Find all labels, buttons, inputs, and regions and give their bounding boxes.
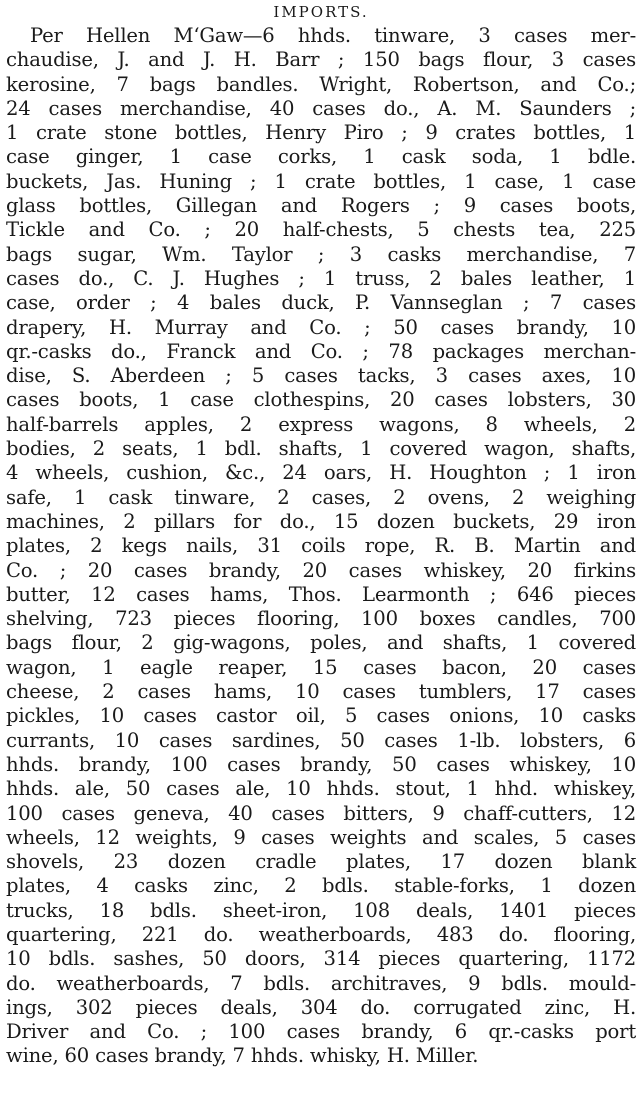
text-line: Per Hellen M‘Gaw—6 hhds. tinware, 3 cases mer- (30, 24, 636, 47)
text-line: plates, 2 kegs nails, 31 coils rope, R. B. Martin and (6, 534, 636, 558)
text-line: trucks, 18 bdls. sheet-iron, 108 deals, 1401 pieces (6, 898, 636, 922)
text-line: cheese, 2 cases hams, 10 cases tumblers, 17 cases (6, 680, 636, 704)
text-line: cases boots, 1 case clothespins, 20 cases lobsters, 30 (6, 388, 636, 412)
text-line: kerosine, 7 bags bandles. Wright, Robertson, and Co.; (6, 72, 636, 96)
text-line: chaudise, J. and J. H. Barr ; 150 bags flour, 3 cases (6, 48, 636, 72)
text-line: currants, 10 cases sardines, 50 cases 1-lb. lobsters, 6 (6, 728, 636, 752)
text-line: 4 wheels, cushion, &c., 24 oars, H. Houghton ; 1 iron (6, 461, 636, 485)
text-line: qr.-casks do., Franck and Co. ; 78 packages merchan- (6, 339, 636, 363)
text-line: plates, 4 casks zinc, 2 bdls. stable-forks, 1 dozen (6, 874, 636, 898)
text-line: bags flour, 2 gig-wagons, poles, and shafts, 1 covered (6, 631, 636, 655)
text-line: machines, 2 pillars for do., 15 dozen buckets, 29 iron (6, 509, 636, 533)
text-line: case ginger, 1 case corks, 1 cask soda, 1 bdle. (6, 145, 636, 169)
text-line: half-barrels apples, 2 express wagons, 8 wheels, 2 (6, 412, 636, 436)
text-line: Tickle and Co. ; 20 half-chests, 5 chests tea, 225 (6, 218, 636, 242)
text-line: butter, 12 cases hams, Thos. Learmonth ; 646 pieces (6, 582, 636, 606)
text-line: safe, 1 cask tinware, 2 cases, 2 ovens, 2 weighing (6, 485, 636, 509)
text-line: wagon, 1 eagle reaper, 15 cases bacon, 20 cases (6, 655, 636, 679)
text-line: case, order ; 4 bales duck, P. Vannseglan ; 7 cases (6, 291, 636, 315)
text-line: drapery, H. Murray and Co. ; 50 cases brandy, 10 (6, 315, 636, 339)
text-line: 10 bdls. sashes, 50 doors, 314 pieces quartering, 1172 (6, 947, 636, 971)
text-line: dise, S. Aberdeen ; 5 cases tacks, 3 cases axes, 10 (6, 364, 636, 388)
text-line: Driver and Co. ; 100 cases brandy, 6 qr.-casks port (6, 1020, 636, 1044)
text-line: glass bottles, Gillegan and Rogers ; 9 cases boots, (6, 194, 636, 218)
text-line: 24 cases merchandise, 40 cases do., A. M. Saunders ; (6, 96, 636, 120)
section-heading: IMPORTS. (273, 3, 369, 21)
text-line: pickles, 10 cases castor oil, 5 cases onions, 10 casks (6, 704, 636, 728)
text-line: do. weatherboards, 7 bdls. architraves, 9 bdls. mould- (6, 971, 636, 995)
text-line: bags sugar, Wm. Taylor ; 3 casks merchandise, 7 (6, 242, 636, 266)
text-line: 1 crate stone bottles, Henry Piro ; 9 crates bottles, 1 (6, 121, 636, 145)
text-line: wine, 60 cases brandy, 7 hhds. whisky, H. Miller. (6, 1044, 479, 1068)
text-line: shelving, 723 pieces flooring, 100 boxes candles, 700 (6, 607, 636, 631)
text-line: ings, 302 pieces deals, 304 do. corrugated zinc, H. (6, 995, 636, 1019)
text-line: quartering, 221 do. weatherboards, 483 do. flooring, (6, 922, 636, 946)
text-line: bodies, 2 seats, 1 bdl. shafts, 1 covered wagon, shafts, (6, 437, 636, 461)
text-line: wheels, 12 weights, 9 cases weights and scales, 5 cases (6, 825, 636, 849)
text-line: cases do., C. J. Hughes ; 1 truss, 2 bales leather, 1 (6, 266, 636, 290)
text-line: buckets, Jas. Huning ; 1 crate bottles, 1 case, 1 case (6, 169, 636, 193)
text-line: hhds. brandy, 100 cases brandy, 50 cases whiskey, 10 (6, 752, 636, 776)
imports-paragraph (6, 24, 636, 1069)
text-line: hhds. ale, 50 cases ale, 10 hhds. stout, 1 hhd. whiskey, (6, 777, 636, 801)
text-line: Co. ; 20 cases brandy, 20 cases whiskey, 20 firkins (6, 558, 636, 582)
text-line: shovels, 23 dozen cradle plates, 17 dozen blank (6, 850, 636, 874)
text-line: 100 cases geneva, 40 cases bitters, 9 chaff-cutters, 12 (6, 801, 636, 825)
